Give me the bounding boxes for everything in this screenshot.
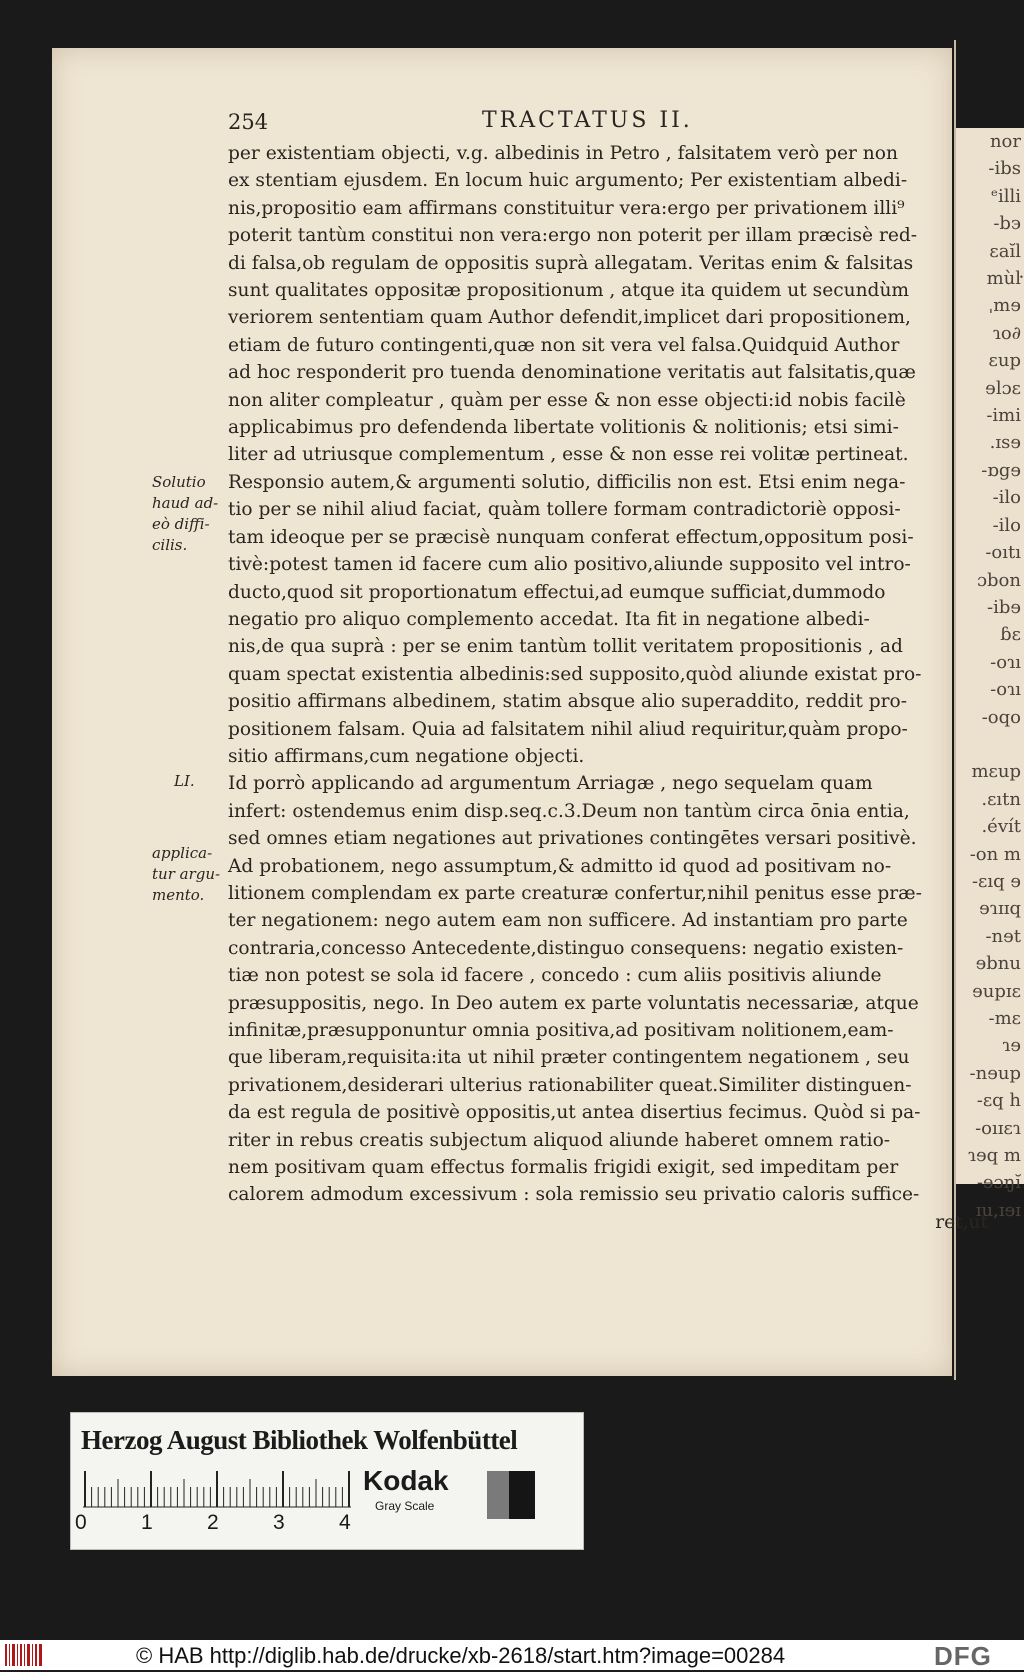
text-line: infinitæ,præsupponuntur omnia positiva,ad positivam nolitionem,eam- [228, 1020, 894, 1041]
ruler-number: 3 [273, 1511, 285, 1534]
text-line: etiam de futuro contingenti,quæ non sit vera vel falsa.Quidquid Author [228, 334, 900, 356]
gray-scale-ruler [83, 1471, 351, 1507]
text-line: tio per se nihil aliud faciat, quàm tollere formam contradictoriè opposi- [228, 499, 901, 521]
facing-page-fragment: ɓɛ [1000, 624, 1021, 646]
margin-note-line: applica- [152, 844, 213, 862]
ruler-number: 1 [141, 1511, 153, 1534]
grey-swatch [487, 1471, 509, 1519]
facing-page-fragment: -oɿı [990, 651, 1021, 673]
ruler-number: 0 [75, 1511, 87, 1534]
facing-page-fragment: -oqo [981, 706, 1021, 728]
text-line: veriorem sententiam quam Author defendit,implicet dari propositionem, [228, 307, 911, 329]
facing-page-fragment: -ibs [988, 158, 1021, 180]
text-line: nem positivam quam effectus formalis frigidi exigit, sed impeditam per [228, 1157, 899, 1179]
text-line: ret,ut [935, 1211, 988, 1233]
text-line: nis,de qua suprà : per se enim tantùm tollit veritatem propositionis , ad [228, 636, 903, 658]
text-line: sunt qualitates oppositæ propositionum , atque ita quidem ut secundùm [228, 280, 910, 302]
facing-page-fragment: ɘbnu [975, 953, 1021, 975]
facing-page-fragment: ɛaĭl [989, 240, 1021, 262]
text-line: præsuppositis, nego. In Deo autem ex parte voluntatis necessariæ, atque [228, 992, 919, 1014]
facing-page-fragment: ᵉilli [991, 185, 1021, 207]
facing-page-fragment: ɪu,ɪɘɪ [975, 1199, 1021, 1221]
text-line: tam ideoque per se præcisè nunquam conferat effectum,oppositum posi- [228, 526, 914, 548]
black-swatch [509, 1471, 535, 1519]
text-line: litionem complendam ex parte creaturæ confertur,nihil penitus esse præ- [228, 882, 922, 904]
facing-page-fragment: mùŀ [986, 268, 1021, 290]
text-line: Ad probationem, nego assumptum,& admitto id quod ad positivam no- [228, 855, 892, 877]
margin-note-section [174, 771, 254, 792]
margin-note-line: Solutio [152, 473, 206, 491]
running-head: TRACTATUS II. [482, 108, 693, 133]
library-name: Herzog August Bibliothek Wolfenbüttel [81, 1425, 518, 1455]
ruler-number: 2 [207, 1511, 219, 1534]
kodak-logo: Kodak [363, 1465, 449, 1496]
text-line: ducto,quod sit proportionatum effectui,ad eumque sufficiat,dummodo [228, 581, 886, 603]
margin-note-line: haud ad- [152, 494, 219, 512]
margin-note-line: cilis. [152, 536, 188, 554]
margin-note-line: eò diffi- [152, 515, 210, 533]
facing-page-fragment: ɿo∂ [992, 322, 1021, 344]
text-line: privationem,desiderari ulterius rationabiliter queat.Similiter distinguen- [228, 1074, 912, 1096]
text-line: per existentiam objecti, v.g. albedinis in Petro , falsitatem verò per non [228, 143, 898, 164]
facing-page-fragment: -ilo [992, 514, 1021, 536]
facing-page-fragment: -imi [986, 405, 1021, 427]
margin-note-solutio [152, 472, 232, 556]
text-line: positio affirmans albedinem, statim absque alio superaddito, reddit pro- [228, 691, 907, 713]
book-page [52, 48, 988, 1376]
text-line: nis,propositio eam affirmans constituitur vera:ergo per privationem illi⁹ [228, 197, 905, 219]
text-line: sed omnes etiam negationes aut privationes contingētes versari positivè. [228, 828, 917, 850]
ruler-number: 4 [339, 1511, 351, 1534]
text-line: liter ad utriusque complementum , esse & non esse rei volitæ pertineat. [228, 444, 909, 466]
facing-page-fragment: -ɒgɘ [981, 459, 1021, 481]
facing-page-fragment: -ɛıq ɘ [971, 870, 1021, 892]
margin-note-line: LI. [174, 772, 195, 790]
facing-page-fragment: nor [989, 131, 1021, 152]
facing-page-fragment: .ɪsɘ [989, 432, 1021, 454]
facing-page-fragment: .ɛıtn [981, 788, 1021, 810]
text-line: tiæ non potest se sola id facere , concedo : cum aliis positivis aliunde [228, 965, 882, 987]
facing-page-fragment: ˌmɘ [988, 295, 1021, 317]
text-line: poterit tantùm constitui non vera:ergo non poterit per illam præcisè red- [228, 225, 918, 247]
facing-page-fragment: -bэ [993, 213, 1021, 235]
facing-page-fragment: ɿɘ [1002, 1035, 1021, 1057]
facing-page-fragment: -nɘup [969, 1062, 1021, 1084]
facing-page-fragment: -oɿı [990, 679, 1021, 701]
facing-page-fragment: -oıtı [985, 542, 1021, 564]
text-line: quam spectat existentia albedinis:sed supposito,quòd aliunde existat pro- [228, 663, 922, 685]
facing-page-fragment: -oıɪɛɿ [975, 1117, 1021, 1139]
facing-page-fragment: -ɘɔŋĭ [976, 1172, 1021, 1194]
barcode-icon [4, 1643, 44, 1667]
ruler-numbers [75, 1511, 355, 1539]
color-target-card [70, 1412, 584, 1550]
facing-page-fragment: ɔbon [976, 569, 1021, 591]
facing-page-fragment: ɘɿɪɪq [979, 898, 1021, 920]
facing-page-fragment: ɿɘq m [967, 1145, 1021, 1167]
margin-note-line: mento. [152, 886, 205, 904]
facing-page-fragment: .évít [981, 816, 1021, 838]
facing-page-fragment: -on m [969, 843, 1021, 865]
text-line: tivè:potest tamen id facere cum alio positivo,aliunde supposito vel intro- [228, 554, 911, 576]
text-line: ad hoc responderit pro tuenda denominatione veritatis aut falsitatis,quæ [228, 362, 916, 384]
text-line: calorem admodum excessivum : sola remissio seu privatio caloris suffice- [228, 1184, 920, 1206]
facing-page-fragment: ɘupɪɛ [972, 980, 1021, 1002]
margin-note-line: tur argu- [152, 865, 221, 883]
page-header [52, 110, 952, 140]
footer-credit-link[interactable]: © HAB http://diglib.hab.de/drucke/xb-2618/start.htm?image=00284 [136, 1643, 786, 1668]
text-line: positionem falsam. Quia ad falsitatem nihil aliud requiritur,quàm propo- [228, 718, 908, 740]
text-line: ex stentiam ejusdem. En locum huic argumento; Per existentiam albedi- [228, 170, 908, 192]
page-number: 254 [228, 110, 269, 134]
facing-page-fragment: -ibɘ [986, 596, 1021, 618]
text-line: ter negationem: nego autem eam non sufficere. Ad instantiam pro parte [228, 910, 908, 932]
text-line: non aliter compleatur , quàm per esse & non esse objecti:id nobis facilè [228, 389, 906, 411]
text-line: riter in rebus creatis subjectum aliquod aliunde haberet omnem ratio- [228, 1129, 891, 1151]
facing-page-fragment: mɛup [971, 761, 1021, 783]
text-line: sitio affirmans,cum negatione objecti. [228, 745, 585, 767]
dfg-logo: DFG [934, 1641, 992, 1671]
text-line: da est regula de positivè oppositis,ut antea disertius fecimus. Quòd si pa- [228, 1102, 921, 1124]
text-line: negatio pro aliquo complemento accedat. Ita fit in negatione albedi- [228, 608, 870, 630]
facing-page-fragment: -nɘt [985, 925, 1021, 947]
text-line: Id porrò applicando ad argumentum Arriagæ , nego sequelam quam [228, 773, 873, 795]
kodak-subtitle: Gray Scale [375, 1499, 435, 1513]
text-line: di falsa,ob regulam de oppositis suprà allegatam. Veritas enim & falsitas [228, 252, 914, 274]
facing-page-fragment: -mɛ [988, 1008, 1021, 1029]
text-line: Responsio autem,& argumenti solutio, difficilis non est. Etsi enim nega- [228, 471, 906, 493]
text-line: infert: ostendemus enim disp.seq.c.3.Deum non tantùm circa ōnia entia, [228, 800, 910, 822]
facing-page-fragment: ɛup [988, 350, 1021, 372]
footer-bar [0, 1640, 1024, 1670]
facing-page-fragment: ɘlɔɛ [985, 377, 1021, 399]
body-text [228, 140, 988, 1236]
text-line: que liberam,requisita:ita ut nihil præter contingentem negationem , seu [228, 1047, 910, 1069]
facing-page-fragment: -ɛq h [976, 1090, 1021, 1112]
text-line: applicabimus pro defendenda libertate volitionis & nolitionis; etsi simi- [228, 417, 899, 439]
text-line: contraria,concesso Antecedente,distinguo consequens: negatio existen- [228, 937, 904, 959]
margin-note-applicatur [152, 843, 232, 906]
facing-page-fragment: -ilo [992, 487, 1021, 509]
